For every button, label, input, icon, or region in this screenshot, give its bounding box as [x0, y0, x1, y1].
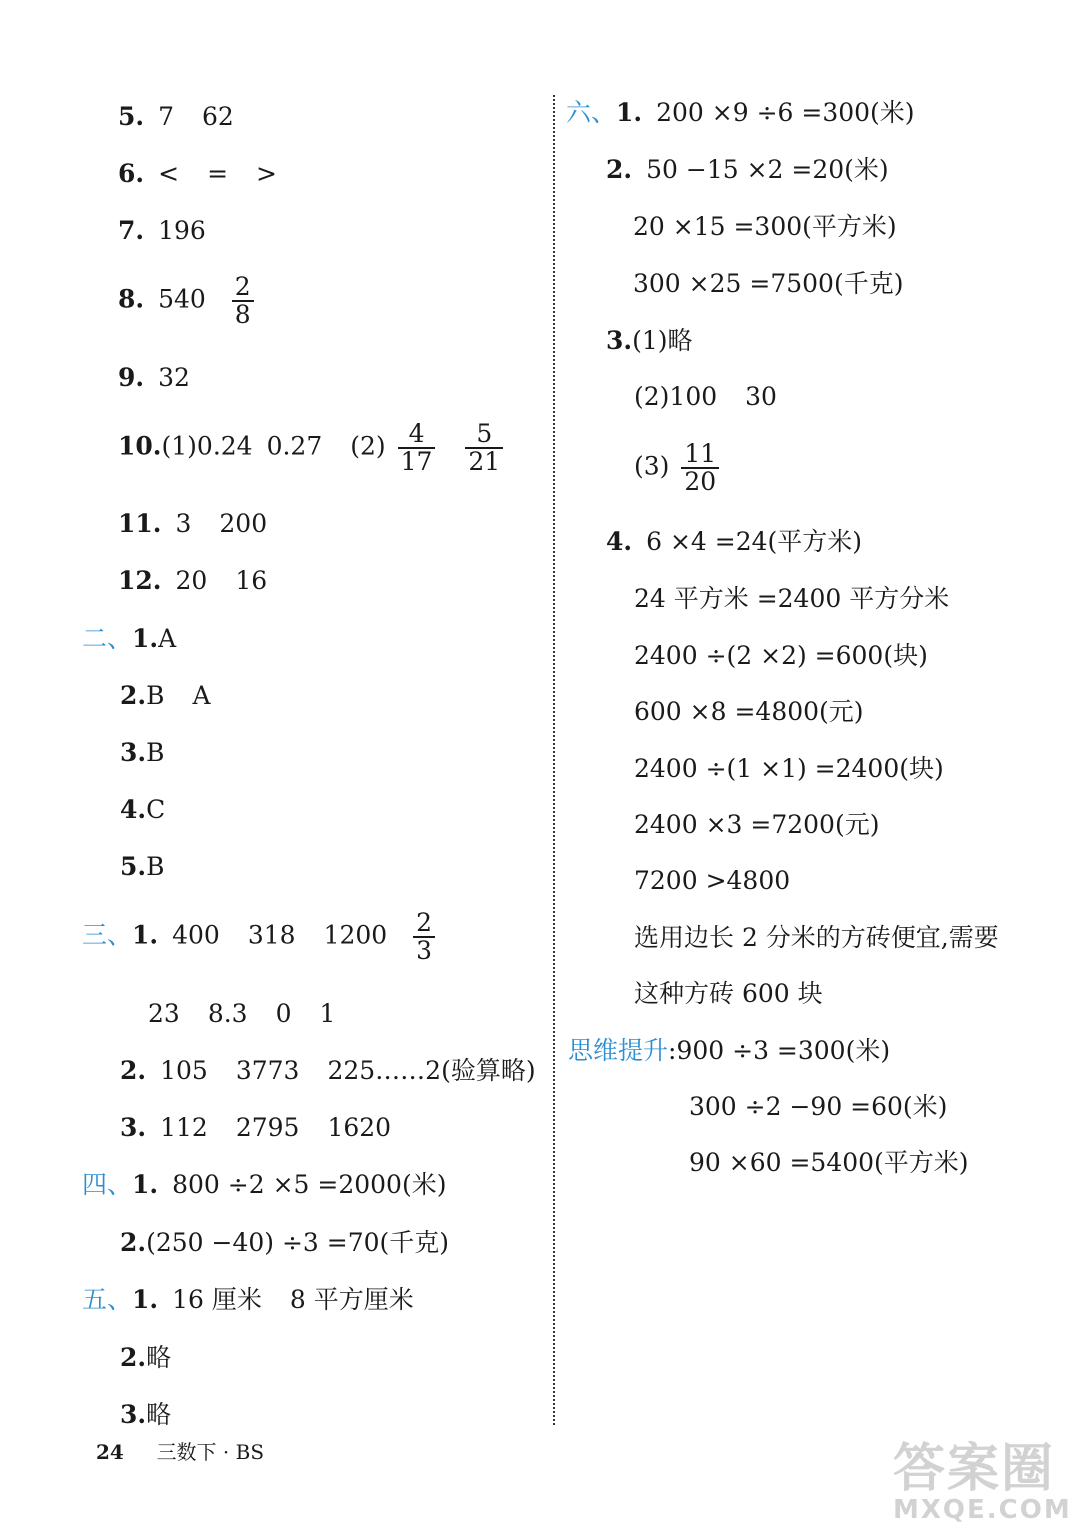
section-6-q3b: (2)100 30	[634, 382, 777, 411]
section-6-q2a: 2. 50 −15 ×2 =20(米)	[606, 155, 889, 184]
q12-line: 12. 20 16	[118, 566, 268, 595]
section-6-q4e: 2400 ÷(1 ×1) =2400(块)	[634, 754, 944, 783]
watermark-logo: 答案圈 MXQE.COM	[893, 1439, 1072, 1525]
section-2-q3: 3.B	[120, 738, 165, 767]
fraction: $\frac{2}{8}$	[232, 274, 254, 328]
section-2-q2: 2.B A	[120, 681, 211, 710]
section-3-q1: 三、1. 400 318 1200 $\frac{2}{3}$	[82, 910, 439, 964]
thinking-l1: 思维提升:900 ÷3 =300(米)	[568, 1036, 891, 1065]
section-3-q3: 3. 112 2795 1620	[120, 1113, 392, 1142]
page-number: 24	[96, 1440, 124, 1464]
section-6-q1: 六、1. 200 ×9 ÷6 =300(米)	[566, 98, 915, 127]
section-5-q3: 3.略	[120, 1400, 172, 1429]
section-5-q2: 2.略	[120, 1343, 172, 1372]
fraction: $\frac{11}{20}$	[681, 441, 719, 495]
section-2-q5: 5.B	[120, 852, 165, 881]
book-title: 三数下 · BS	[156, 1440, 265, 1464]
section-label: 四、	[82, 1170, 133, 1199]
section-6-q4h: 选用边长 2 分米的方砖便宜,需要	[634, 923, 999, 952]
q10-line: 10.(1)0.24 0.27 (2) $\frac{4}{17}$ $\frac{5}{21}$	[118, 421, 507, 475]
section-6-q4f: 2400 ×3 =7200(元)	[634, 810, 880, 839]
q8-line: 8. 540 $\frac{2}{8}$	[118, 274, 258, 328]
section-3-q1-row2: 23 8.3 0 1	[148, 999, 336, 1028]
q11-line: 11. 3 200	[118, 509, 268, 538]
q6-line: 6. < = >	[118, 159, 277, 188]
section-6-q4c: 2400 ÷(2 ×2) =600(块)	[634, 641, 928, 670]
section-6-q3c: (3) $\frac{11}{20}$	[634, 441, 723, 495]
section-3-q2: 2. 105 3773 225……2(验算略)	[120, 1056, 536, 1085]
q5-line: 5. 7 62	[118, 102, 234, 131]
section-label: 三、	[82, 920, 133, 950]
section-label: 六、	[566, 98, 617, 127]
section-5-q1: 五、1. 16 厘米 8 平方厘米	[82, 1285, 414, 1314]
column-divider	[553, 95, 555, 1425]
section-6-q4d: 600 ×8 =4800(元)	[634, 697, 864, 726]
q9-line: 9. 32	[118, 363, 190, 392]
page-footer	[96, 1436, 264, 1465]
section-6-q2c: 300 ×25 =7500(千克)	[633, 269, 904, 298]
section-6-q4a: 4. 6 ×4 =24(平方米)	[606, 527, 863, 556]
q7-line: 7. 196	[118, 216, 206, 245]
fraction: $\frac{5}{21}$	[465, 421, 503, 475]
section-4-q2: 2.(250 −40) ÷3 =70(千克)	[120, 1228, 450, 1257]
section-6-q4b: 24 平方米 =2400 平方分米	[634, 584, 950, 613]
section-label: 二、	[82, 624, 133, 653]
section-label: 五、	[82, 1285, 133, 1314]
section-label: 思维提升	[568, 1036, 669, 1065]
thinking-l2: 300 ÷2 −90 =60(米)	[689, 1092, 948, 1121]
section-6-q4g: 7200 >4800	[634, 866, 791, 895]
section-6-q3a: 3.(1)略	[606, 326, 693, 355]
section-6-q4i: 这种方砖 600 块	[634, 979, 823, 1008]
section-2-q4: 4.C	[120, 795, 166, 824]
section-4-q1: 四、1. 800 ÷2 ×5 =2000(米)	[82, 1170, 447, 1199]
fraction: $\frac{2}{3}$	[413, 910, 435, 964]
fraction: $\frac{4}{17}$	[398, 421, 436, 475]
section-2-q1: 二、1.A	[82, 624, 177, 653]
section-6-q2b: 20 ×15 =300(平方米)	[633, 212, 897, 241]
thinking-l3: 90 ×60 =5400(平方米)	[689, 1148, 969, 1177]
